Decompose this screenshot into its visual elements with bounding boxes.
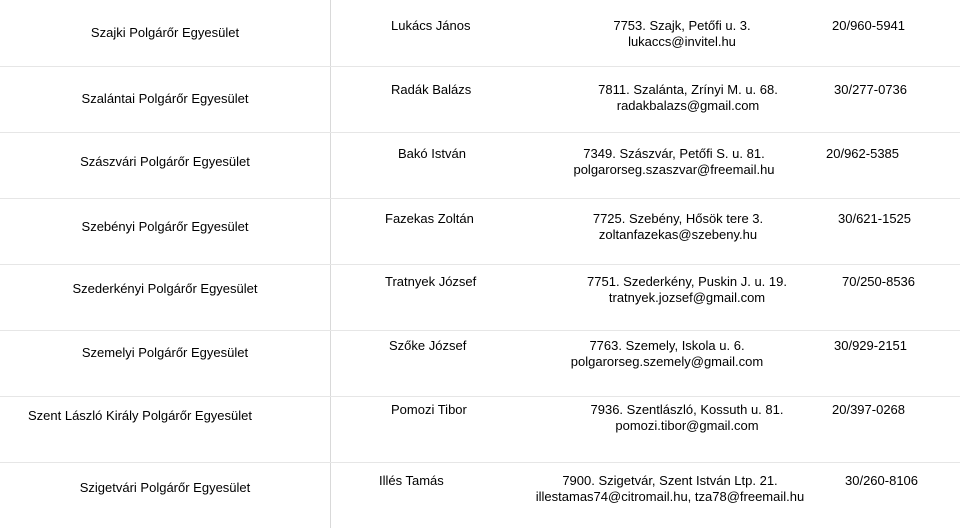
address-block [510,473,830,505]
contact-name: Fazekas Zoltán [385,211,474,226]
contact-name: Szőke József [389,338,467,353]
address-line: 7936. Szentlászló, Kossuth u. 81. [590,402,784,417]
organization-name: Szászvári Polgárőr Egyesület [80,154,250,169]
address-line: 7751. Szederkény, Puskin J. u. 19. [587,274,787,289]
phone-number: 20/962-5385 [826,146,900,161]
table-row [0,396,960,462]
organization-name: Szajki Polgárőr Egyesület [90,25,240,40]
address-line: 7900. Szigetvár, Szent István Ltp. 21. [562,473,778,488]
organization-name: Szederkényi Polgárőr Egyesület [72,281,258,296]
phone-number: 30/621-1525 [838,211,912,226]
address-line: 7725. Szebény, Hősök tere 3. [592,211,764,226]
address-line: 7763. Szemely, Iskola u. 6. [589,338,745,353]
table-row [0,132,960,198]
organization-name: Szent László Király Polgárőr Egyesület [27,408,252,423]
organization-name: Szalántai Polgárőr Egyesület [81,91,249,106]
phone-number: 20/397-0268 [832,402,906,417]
phone-number: 30/260-8106 [845,473,919,488]
table-row [0,198,960,264]
email-link[interactable]: polgarorseg.szemely@gmail.com [570,354,764,369]
table-row [0,330,960,396]
contact-name: Illés Tamás [379,473,444,488]
address-line: 7753. Szajk, Petőfi u. 3. [613,18,751,33]
address-block [549,146,799,178]
table-row [0,66,960,132]
table-row [0,462,960,528]
contact-name: Radák Balázs [391,82,472,97]
address-block [562,402,812,434]
email-link[interactable]: lukaccs@invitel.hu [628,34,736,49]
address-block [592,18,772,50]
contact-name: Pomozi Tibor [391,402,467,417]
contact-name: Tratnyek József [385,274,477,289]
table-row [0,264,960,330]
email-link[interactable]: illestamas74@citromail.hu, tza78@freemail.hu [535,489,805,504]
organization-name: Szebényi Polgárőr Egyesület [81,219,249,234]
contact-name: Bakó István [398,146,466,161]
phone-number: 20/960-5941 [832,18,906,33]
email-link[interactable]: radakbalazs@gmail.com [616,98,760,113]
email-link[interactable]: zoltanfazekas@szebeny.hu [598,227,758,242]
address-line: 7811. Szalánta, Zrínyi M. u. 68. [598,82,778,97]
contact-name: Lukács János [391,18,471,33]
phone-number: 70/250-8536 [842,274,916,289]
email-link[interactable]: tratnyek.jozsef@gmail.com [608,290,766,305]
address-block [568,211,788,243]
phone-number: 30/929-2151 [834,338,908,353]
table-row [0,0,960,66]
email-link[interactable]: pomozi.tibor@gmail.com [615,418,759,433]
address-block [578,82,798,114]
address-line: 7349. Szászvár, Petőfi S. u. 81. [583,146,765,161]
email-link[interactable]: polgarorseg.szaszvar@freemail.hu [573,162,775,177]
organization-name: Szigetvári Polgárőr Egyesület [79,480,251,495]
address-block [562,274,812,306]
address-block [552,338,782,370]
organization-name: Szemelyi Polgárőr Egyesület [81,345,249,360]
phone-number: 30/277-0736 [834,82,908,97]
